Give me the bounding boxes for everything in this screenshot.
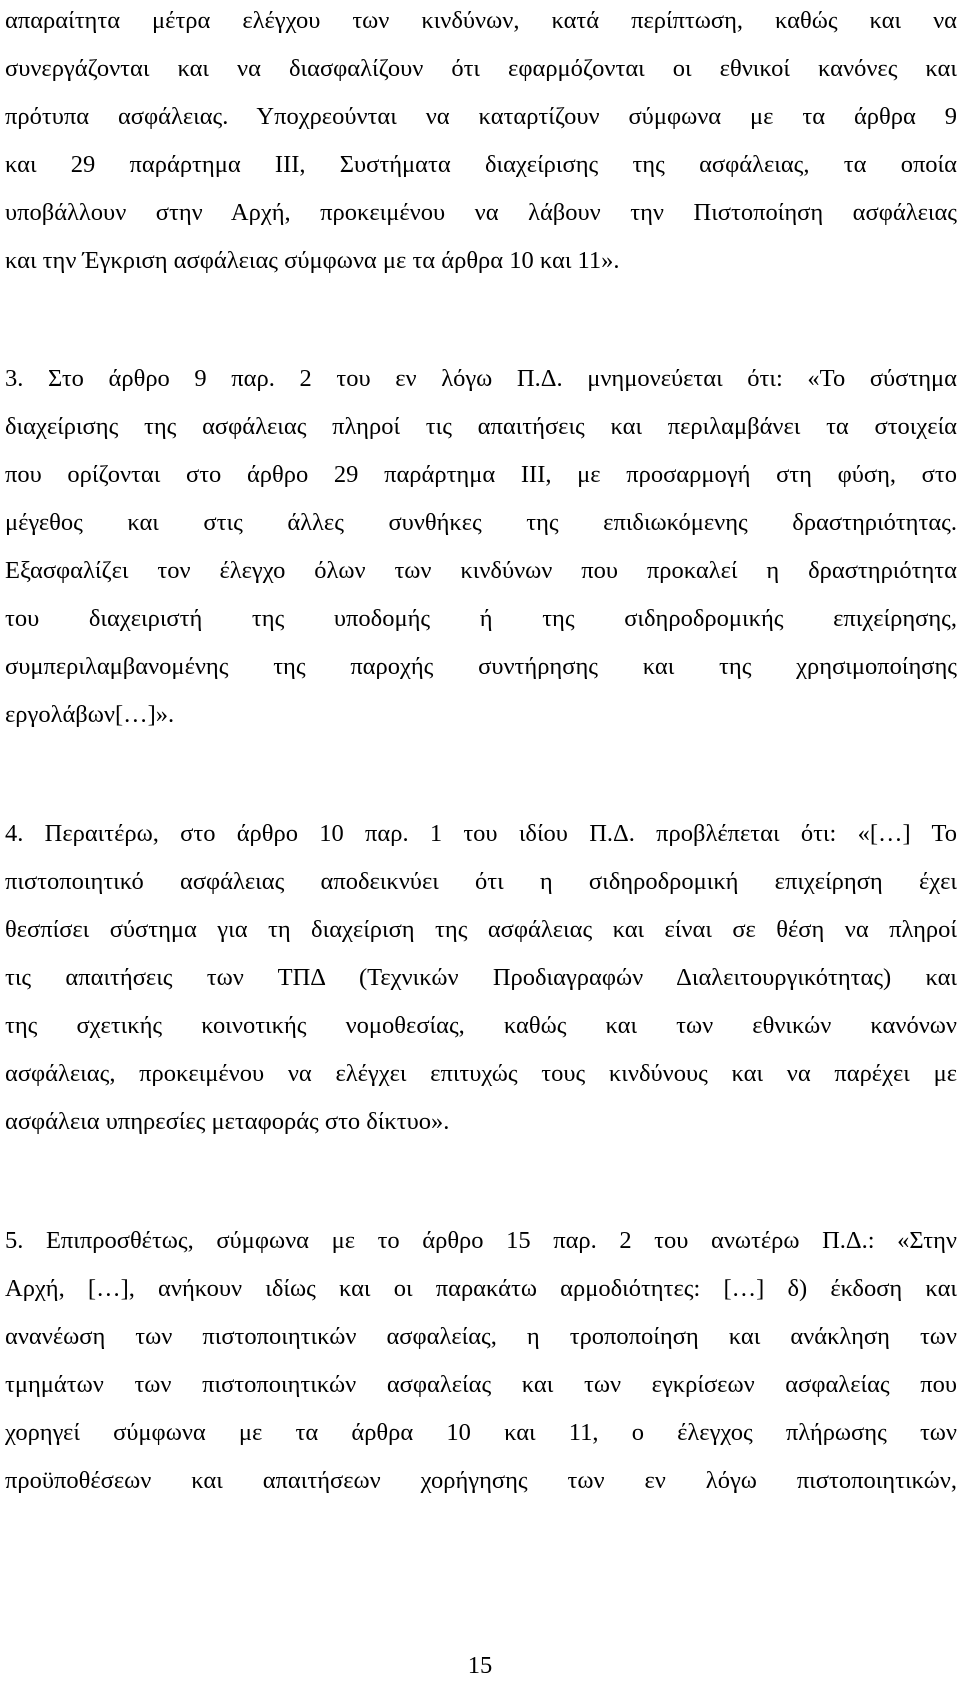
paragraph-line: μέγεθος και στις άλλες συνθήκες της επιδιωκόμενης δραστηριότητας. (5, 509, 957, 536)
paragraph-line: του διαχειριστή της υποδομής ή της σιδηροδρομικής επιχείρησης, (5, 605, 957, 632)
paragraph-line: υποβάλλουν στην Αρχή, προκειμένου να λάβουν την Πιστοποίηση ασφάλειας (5, 199, 957, 226)
paragraph-line: διαχείρισης της ασφάλειας πληροί τις απαιτήσεις και περιλαμβάνει τα στοιχεία (5, 413, 957, 440)
paragraph-line: χορηγεί σύμφωνα με τα άρθρα 10 και 11, ο έλεγχος πλήρωσης των (5, 1419, 957, 1446)
paragraph-line: τμημάτων των πιστοποιητικών ασφαλείας και των εγκρίσεων ασφαλείας που (5, 1371, 957, 1398)
paragraph-line: πιστοποιητικό ασφάλειας αποδεικνύει ότι η σιδηροδρομική επιχείρηση έχει (5, 868, 957, 895)
paragraph-line: Εξασφαλίζει τον έλεγχο όλων των κινδύνων που προκαλεί η δραστηριότητα (5, 557, 957, 584)
paragraph-line: προϋποθέσεων και απαιτήσεων χορήγησης των εν λόγω πιστοποιητικών, (5, 1467, 957, 1494)
paragraph-line: Αρχή, […], ανήκουν ιδίως και οι παρακάτω αρμοδιότητες: […] δ) έκδοση και (5, 1275, 957, 1302)
paragraph-line: 5. Επιπροσθέτως, σύμφωνα με το άρθρο 15 παρ. 2 του ανωτέρω Π.Δ.: «Στην (5, 1227, 957, 1254)
paragraph-line: που ορίζονται στο άρθρο 29 παράρτημα ΙΙΙ, με προσαρμογή στη φύση, στο (5, 461, 957, 488)
paragraph-line: 3. Στο άρθρο 9 παρ. 2 του εν λόγω Π.Δ. μνημονεύεται ότι: «Το σύστημα (5, 365, 957, 392)
paragraph-line: πρότυπα ασφάλειας. Υποχρεούνται να καταρτίζουν σύμφωνα με τα άρθρα 9 (5, 103, 957, 130)
paragraph-line: θεσπίσει σύστημα για τη διαχείριση της ασφάλειας και είναι σε θέση να πληροί (5, 916, 957, 943)
paragraph-line: ασφάλεια υπηρεσίες μεταφοράς στο δίκτυο». (5, 1108, 450, 1135)
paragraph-line: συνεργάζονται και να διασφαλίζουν ότι εφαρμόζονται οι εθνικοί κανόνες και (5, 55, 957, 82)
paragraph-line: και 29 παράρτημα ΙΙΙ, Συστήματα διαχείρισης της ασφάλειας, τα οποία (5, 151, 957, 178)
paragraph-line: της σχετικής κοινοτικής νομοθεσίας, καθώς και των εθνικών κανόνων (5, 1012, 957, 1039)
paragraph-line: ανανέωση των πιστοποιητικών ασφαλείας, η τροποποίηση και ανάκληση των (5, 1323, 957, 1350)
paragraph-line: συμπεριλαμβανομένης της παροχής συντήρησης και της χρησιμοποίησης (5, 653, 957, 680)
paragraph-line: τις απαιτήσεις των ΤΠΔ (Τεχνικών Προδιαγραφών Διαλειτουργικότητας) και (5, 964, 957, 991)
page-number: 15 (467, 1652, 493, 1679)
paragraph-line: και την Έγκριση ασφάλειας σύμφωνα με τα άρθρα 10 και 11». (5, 247, 620, 274)
paragraph-line: ασφάλειας, προκειμένου να ελέγχει επιτυχώς τους κινδύνους και να παρέχει με (5, 1060, 957, 1087)
paragraph-line: 4. Περαιτέρω, στο άρθρο 10 παρ. 1 του ιδίου Π.Δ. προβλέπεται ότι: «[…] Το (5, 820, 957, 847)
paragraph-line: απαραίτητα μέτρα ελέγχου των κινδύνων, κατά περίπτωση, καθώς και να (5, 7, 957, 34)
paragraph-line: εργολάβων[…]». (5, 701, 175, 728)
